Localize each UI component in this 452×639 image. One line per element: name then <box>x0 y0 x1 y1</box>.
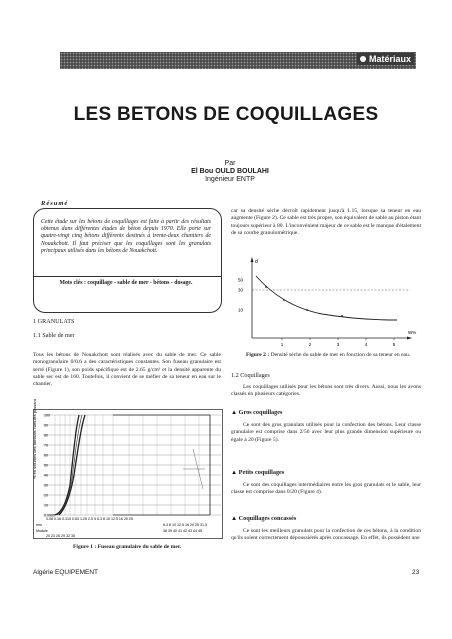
fig1-ytick-label: 50 <box>44 463 48 468</box>
fig1-ytick-label: 10 <box>44 503 48 508</box>
fig2-xtick-label: 3 <box>336 342 340 347</box>
fig1-ytick-label: 60 <box>44 453 48 458</box>
byline-author: El Bou OULD BOULAHI <box>191 168 269 175</box>
concasses-paragraph: Ce sont les meilleurs granulats pour la confection de ces bétons, à la condition qu'ils soient correctement dépoussiérés après concassage. En effet, ils possèdent une <box>231 528 421 542</box>
fig1-ytick-label: 100 <box>44 413 50 418</box>
gros-heading: ▲ Gros coquillages <box>231 409 283 416</box>
figure-1-chart <box>32 399 223 539</box>
bullet-icon <box>360 56 366 62</box>
fig1-xticks-mid: 6.3 8 10 12.5 16 20 25 31.5 <box>163 523 207 527</box>
fig1-ytick-label: 70 <box>44 443 48 448</box>
abstract-divider <box>33 276 222 277</box>
fig1-xlabel-mm: mm <box>36 523 42 527</box>
byline-par: Par <box>224 160 236 167</box>
y-arrow-icon <box>251 257 254 262</box>
fig1-ytick-label: 90 <box>44 423 48 428</box>
concasses-heading: ▲ Coquillages concassés <box>231 515 297 522</box>
fig2-ylabel: d <box>255 259 258 265</box>
coquillages-paragraph: Les coquillages utilisés pour les bétons sont très divers. Aussi, nous les avons classés en plusieurs catégories. <box>231 384 421 398</box>
section-label: Matériaux <box>357 53 414 65</box>
petits-heading: ▲ Petits coquillages <box>231 469 285 476</box>
fig1-ytick-label: 80 <box>44 433 48 438</box>
footer-publication: Algérie EQUIPEMENT <box>33 569 99 576</box>
article-title: LES BETONS DE COQUILLAGES <box>73 104 379 125</box>
figure-2-caption: Figure 2 : Densité sèche du sable de mer en fonction de sa teneur en eau. <box>246 352 411 358</box>
fig1-ytick-label: 30 <box>44 483 48 488</box>
fig1-ytick-label: 0.0065 <box>44 513 55 518</box>
fig1-xticks-module2: 38 39 40 41 42 43 44 45 <box>163 529 202 533</box>
fig1-xlabel-module: Module <box>36 529 48 533</box>
x-arrow-icon <box>407 337 412 340</box>
fig2-xtick-label: 1 <box>280 342 284 347</box>
density-curve <box>256 276 397 320</box>
fig1-xticks-module: 20 23 26 29 32 35 <box>46 534 75 538</box>
fig2-ytick-label: 30 <box>238 287 244 293</box>
fig1-ylabel: % en volumes des tamisats cumulés passant <box>32 399 37 479</box>
sable-paragraph: Tous les bétons de Nouakchott sont réalisés avec du sable de mer. Ce sable monogranulaire 0/0.6 a des caractéristiques constantes. Son fuseau granulaire est serré (Figure 1), son poids spécifique est de 2.65 g/cm³ et la densité apparente du sable sec est de 160. Toutefois, il convient de se méfier de sa teneur en eau sur le chantier, <box>33 352 221 388</box>
fig2-xtick-label: 2 <box>308 342 312 347</box>
sable-paragraph-continued: car sa densité sèche décroît rapidement jusqu'à 1.15, lorsque sa teneur en eau augmente (Figure 2). Ce sable est très propre, son équivalent de sable au piston étant toujours supérieur à 80. L'inconvénient majeur de ce sable est le manque d'étalement de sa courbe granulométrique. <box>231 208 421 236</box>
figure-1-caption: Figure 1 : Fuseau granulaire du sable de mer. <box>73 544 182 550</box>
abstract-heading: Résumé <box>38 200 71 207</box>
fig1-ytick-label: 20 <box>44 493 48 498</box>
subsection-heading: 1.1 Sable de mer <box>33 332 75 339</box>
byline-role: Ingénieur ENTP <box>205 176 255 183</box>
fig2-xtick-label: 4 <box>364 342 368 347</box>
section-heading: 1 GRANULATS <box>33 318 75 325</box>
figure-2-chart <box>232 254 422 350</box>
fig2-xlabel: W% <box>408 330 417 335</box>
keywords: Mots clés : coquillage - sable de mer - bétons - dosage. <box>59 280 193 286</box>
page-number: 23 <box>412 569 420 576</box>
coquillages-heading: 1.2 Coquillages <box>231 372 270 379</box>
fig2-ytick-label: 10 <box>238 307 244 313</box>
fig1-xticks-top: 0.08 0.16 0.315 0.63 1.25 2.5 5 6.3 8 10 12.5 16 20 25 <box>46 517 133 521</box>
fig2-ytick-label: 50 <box>238 277 244 283</box>
petits-paragraph: Ce sont des coquillages intermédiaires entre les gros granulats et le sable, leur classe est comprise dans 0/20 (Figure 4). <box>231 482 421 496</box>
abstract-text: Cette étude sur les bétons de coquillages est faite à partir des résultats obtenus dans différentes études de béton depuis 1970. Elle porte sur quatre-vingt cinq bétons différents destinés à trente-deux chantiers de Nouakchott. Il faut préciser que les coquillages sont les granulats principaux utilisés dans les bétons de Nouakchott. <box>41 219 211 254</box>
gros-paragraph: Ce sont des gros granulats utilisés pour la confection des bétons. Leur classe granulaire est comprise dans 2/50 avec leur plus grande dimension supérieure ou égale à 20 (Figure 5). <box>231 422 421 443</box>
fig1-ytick-label: 40 <box>44 473 48 478</box>
fig2-xtick-label: 5 <box>392 342 396 347</box>
